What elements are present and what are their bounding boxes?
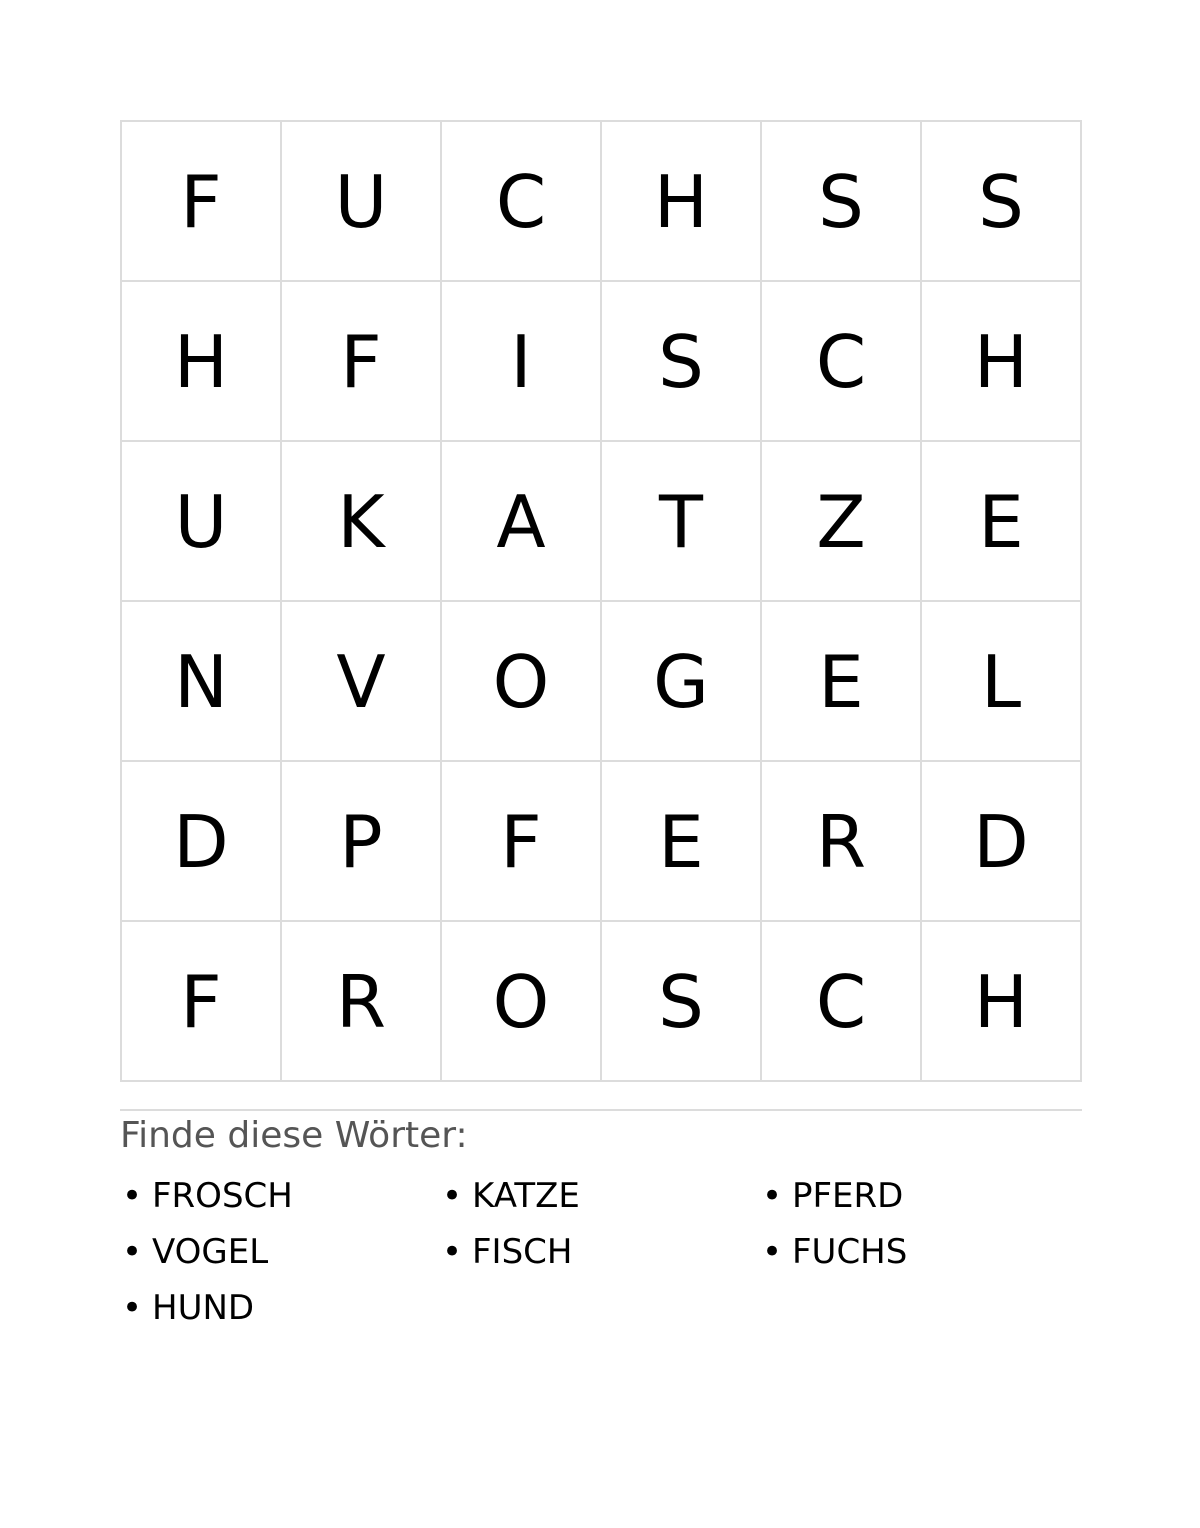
- grid-cell[interactable]: H: [602, 122, 762, 282]
- grid-cell[interactable]: A: [442, 442, 602, 602]
- grid-cell[interactable]: F: [122, 122, 282, 282]
- grid-cell[interactable]: H: [922, 922, 1082, 1082]
- grid-cell[interactable]: N: [122, 602, 282, 762]
- grid-cell[interactable]: C: [762, 282, 922, 442]
- grid-cell[interactable]: E: [602, 762, 762, 922]
- grid-cell[interactable]: E: [762, 602, 922, 762]
- grid-cell[interactable]: R: [762, 762, 922, 922]
- grid-cell[interactable]: I: [442, 282, 602, 442]
- grid-cell[interactable]: V: [282, 602, 442, 762]
- grid-cell[interactable]: D: [122, 762, 282, 922]
- word-list-item: [120, 1172, 440, 1228]
- word-label: KATZE: [472, 1176, 580, 1216]
- word-list-item: [760, 1172, 1080, 1228]
- grid-cell[interactable]: K: [282, 442, 442, 602]
- grid-cell[interactable]: O: [442, 922, 602, 1082]
- grid-cell[interactable]: H: [122, 282, 282, 442]
- grid-cell[interactable]: G: [602, 602, 762, 762]
- bullet-icon: •: [122, 1288, 143, 1328]
- grid-cell[interactable]: Z: [762, 442, 922, 602]
- word-list: [120, 1172, 1080, 1340]
- grid-cell[interactable]: U: [122, 442, 282, 602]
- grid-cell[interactable]: S: [602, 282, 762, 442]
- grid-cell[interactable]: L: [922, 602, 1082, 762]
- word-list-item: [440, 1228, 760, 1284]
- word-label: PFERD: [792, 1176, 904, 1216]
- word-list-item: [760, 1228, 1080, 1284]
- word-list-heading: Finde diese Wörter:: [120, 1115, 468, 1156]
- grid-cell[interactable]: C: [442, 122, 602, 282]
- grid-cell[interactable]: S: [602, 922, 762, 1082]
- word-list-item: [120, 1228, 440, 1284]
- grid-cell[interactable]: F: [122, 922, 282, 1082]
- divider: [120, 1109, 1082, 1111]
- grid-cell[interactable]: T: [602, 442, 762, 602]
- word-label: VOGEL: [152, 1232, 269, 1272]
- word-list-item: [120, 1284, 440, 1340]
- grid-cell[interactable]: U: [282, 122, 442, 282]
- bullet-icon: •: [762, 1232, 783, 1272]
- bullet-icon: •: [442, 1232, 463, 1272]
- grid-cell[interactable]: O: [442, 602, 602, 762]
- bullet-icon: •: [442, 1176, 463, 1216]
- grid-cell[interactable]: H: [922, 282, 1082, 442]
- grid-cell[interactable]: D: [922, 762, 1082, 922]
- grid-cell[interactable]: C: [762, 922, 922, 1082]
- word-label: FROSCH: [152, 1176, 293, 1216]
- letter-grid: [120, 120, 1082, 1082]
- bullet-icon: •: [122, 1176, 143, 1216]
- grid-cell[interactable]: R: [282, 922, 442, 1082]
- bullet-icon: •: [762, 1176, 783, 1216]
- grid-cell[interactable]: S: [762, 122, 922, 282]
- bullet-icon: •: [122, 1232, 143, 1272]
- grid-cell[interactable]: E: [922, 442, 1082, 602]
- word-label: FUCHS: [792, 1232, 908, 1272]
- grid-cell[interactable]: F: [282, 282, 442, 442]
- word-list-item: [440, 1172, 760, 1228]
- grid-cell[interactable]: F: [442, 762, 602, 922]
- word-label: HUND: [152, 1288, 255, 1328]
- grid-cell[interactable]: S: [922, 122, 1082, 282]
- grid-cell[interactable]: P: [282, 762, 442, 922]
- word-label: FISCH: [472, 1232, 573, 1272]
